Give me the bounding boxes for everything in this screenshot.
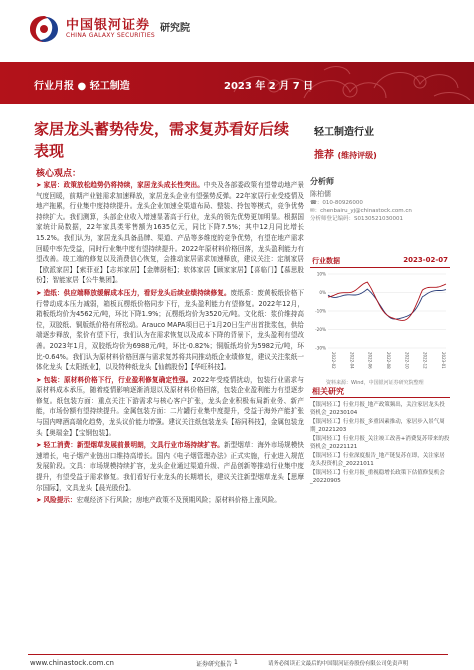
rating-value: 推荐: [314, 150, 334, 161]
footer-divider: [28, 654, 448, 655]
paragraph-body: 中央及各部委政策有望带动地产景气度回暖，前期产业链需求加速释放，家居龙头企业有望强势反弹。22年家居行业受疫情及地产拖累，行业集中度持续提升。龙头企业加速全渠道布局、整装、拎包等模式，竞争优势持续扩大。我们测算，头部企业收入增速显著高于行业，龙头的领先优势更加明显。根据国家统计局数据，22年家具类零售额为1635亿元，同比下降7.5%；其中12月同比增长15.2%。我们认为，家居龙头具备品牌、渠道、产品等多维度的竞争优势，有望在地产需求回暖中率先受益，同时行业集中度有望持续提升。2022年原材料价格回落，龙头盈利能力有望改善。竣工端的修复以及消费信心恢复，会推动家居需求加速释放，建议关注：定制家居【欧派家居】【索菲亚】【志邦家居】【金牌厨柜】；软体家居【顾家家居】【喜临门】【慕思股份】；智能家居【公牛集团】。: [36, 181, 305, 285]
paragraph-risk: [36, 495, 304, 506]
bullet-icon: ➤: [36, 181, 42, 189]
y-tick-label: 10%: [316, 271, 326, 277]
footer-website-link[interactable]: www.chinastock.com.cn: [30, 659, 114, 667]
analyst-phone: ☎：010-80926000: [310, 200, 363, 206]
x-tick-label: 2023-01: [441, 352, 446, 369]
industry-data-header: [310, 256, 450, 268]
y-tick-label: -30%: [315, 345, 326, 351]
related-research-list: [310, 401, 450, 486]
relative-performance-chart: [310, 270, 450, 378]
paragraph-heading: 家居：政策放松趋势仍将持续，家居龙头成长性突出。: [43, 181, 204, 189]
report-title: 家居龙头蓄势待发，需求复苏看好后续表现: [34, 120, 290, 160]
analyst-name: 陈柏儒: [310, 190, 331, 198]
related-research-item[interactable]: 【银河轻工】行业月报_重视稳增长政策下估值修复机会_20220905: [310, 470, 445, 484]
logo-chinese-text: 中国银河证券: [66, 18, 151, 33]
bullet-icon: ➤: [36, 441, 42, 450]
core-view-heading: 核心观点：: [36, 169, 82, 179]
report-date: 2023 年 2 月 7 日: [224, 81, 314, 92]
x-tick-label: 2022-08: [386, 352, 391, 369]
paragraph-heading: 造纸：供应端释放缓解成本压力，看好龙头后续业绩持续修复。: [43, 288, 231, 297]
paragraph-paper: [36, 288, 304, 373]
footer-disclaimer: 请务必阅读正文最后的中国银河证券股份有限公司免责声明: [268, 661, 409, 667]
related-research-item[interactable]: 【银河轻工】行业月报_多重因素推动，家居步入景气周期_20221203: [310, 419, 445, 433]
x-tick-label: 2022-06: [367, 352, 373, 369]
galaxy-logo-icon: [28, 14, 60, 44]
footer-report-type: 证券研究报告: [196, 661, 233, 668]
x-tick-label: 2022-12: [422, 352, 428, 369]
report-type-label: 行业月报 ● 轻工制造: [34, 81, 130, 92]
bullet-icon: ➤: [36, 496, 42, 505]
x-tick-label: 2022-04: [349, 352, 355, 369]
bullet-icon: ➤: [36, 375, 42, 384]
y-tick-label: -20%: [315, 327, 326, 332]
paragraph-heading: 轻工消费：新型烟草发展前景明朗，文具行业市场持续扩容。: [43, 441, 224, 450]
main-content: [36, 180, 304, 508]
paragraph-body: 2022年受疫情扰动，包装行业需求与原材料成本承压，随着疫情影响逐渐消退以及原材料价格回落，包装企业盈利能力有望逐步修复。纸包装方面：重点关注下游需求与核心客户扩张，龙头企业积极布局新业务、新产能，市场份额有望持续提升。金属包装方面：二片罐行业集中度提升，受益于海外产能扩张与国内啤酒高端化趋势，龙头议价能力增强。建议关注纸包装龙头【裕同科技】，金属包装龙头【奥瑞金】【宝钢包装】。: [36, 375, 305, 437]
related-research-item[interactable]: 【银河轻工】行业月报_关注竣工改善+消费复苏带来的投资机会_20221121: [310, 436, 450, 450]
bullet-icon: ➤: [36, 288, 42, 297]
report-banner: [0, 62, 474, 104]
analyst-email[interactable]: ✉：chenbairu_yj@chinastock.com.cn: [310, 208, 412, 214]
rating-note: (维持评级): [337, 151, 377, 160]
chart-source: 资料来源：Wind，中国银河证券研究院整理: [326, 380, 424, 386]
paragraph-body: 宏观经济下行风险；房地产政策不及预期风险；原材料价格上涨风险。: [76, 496, 281, 505]
series-line-a: [328, 282, 446, 320]
rating-label: [314, 146, 377, 161]
analyst-heading: 分析师: [310, 177, 334, 186]
paragraph-light-consumption: [36, 440, 304, 493]
institute-label: 研究院: [160, 23, 190, 34]
paragraph-body: 新型烟草：海外市场规模快速增长，电子烟产业链出口维持高增长。国内《电子烟管理办法》正式实施，行业进入规范发展阶段。文具：市场规模持续扩容，龙头企业通过渠道升级、产品创新等推动行业集中度提升，有望受益于需求修复。我们看好行业龙头的长期增长，建议关注新型烟草龙头【思摩尔国际】，文具龙头【晨光股份】。: [36, 441, 305, 492]
related-research-item[interactable]: 【银河轻工】行业深度报告_地产链复苏在即，关注家居龙头投资机会_20221011: [310, 453, 445, 467]
logo-english-text: CHINA GALAXY SECURITIES: [66, 32, 156, 39]
paragraph-home-furnishing: [36, 180, 304, 286]
related-research-item[interactable]: 【银河轻工】行业月报_地产政策频出，关注家居龙头投资机会_20230104: [310, 402, 445, 416]
related-research-heading: 相关研究: [310, 386, 450, 398]
paragraph-heading: 风险提示：: [43, 496, 77, 505]
paragraph-heading: 包装：原材料价格下行，行业盈利修复确定性强。: [43, 375, 193, 384]
industry-name: 轻工制造行业: [314, 127, 374, 138]
x-tick-label: 2022-10: [404, 352, 410, 369]
y-tick-label: 0%: [319, 290, 326, 295]
analyst-box: [310, 176, 450, 223]
report-header: [0, 0, 474, 58]
x-tick-label: 2022-02: [331, 352, 336, 369]
brand-logo: [28, 14, 178, 46]
paragraph-packaging: [36, 375, 304, 439]
analyst-registration: 分析师登记编码：S0130521030001: [310, 216, 403, 222]
paragraph-body: 废纸系：废黄板纸价格下行带动成本压力减弱，箱板瓦楞纸价格同步下行，龙头盈利能力有望修复。2022年12月，箱板纸均价为4562元/吨，环比下降1.9%；瓦楞纸均价为3520元/吨。文化纸：浆价维持高位，双胶纸、铜版纸价格有所松动。Arauco MAPA项目已于1月20日生产出首批浆包，供给端逐步释放，浆价有望下行，我们认为在需求恢复以及成本下降的背景下，龙头盈利有望改善。2023年1月，双胶纸均价为6988元/吨，环比-0.82%；铜版纸均价为5982元/吨，环比-0.64%。我们认为原材料价格回落与需求复苏将共同推动纸企业绩修复，建议关注浆纸一体化龙头【太阳纸业】，以及特种纸龙头【仙鹤股份】【华旺科技】。: [36, 288, 305, 372]
page-number: 1: [234, 659, 238, 666]
industry-data-date: 2023-02-07: [403, 256, 448, 264]
y-tick-label: -10%: [315, 308, 326, 314]
industry-data-label: 行业数据: [312, 257, 340, 265]
